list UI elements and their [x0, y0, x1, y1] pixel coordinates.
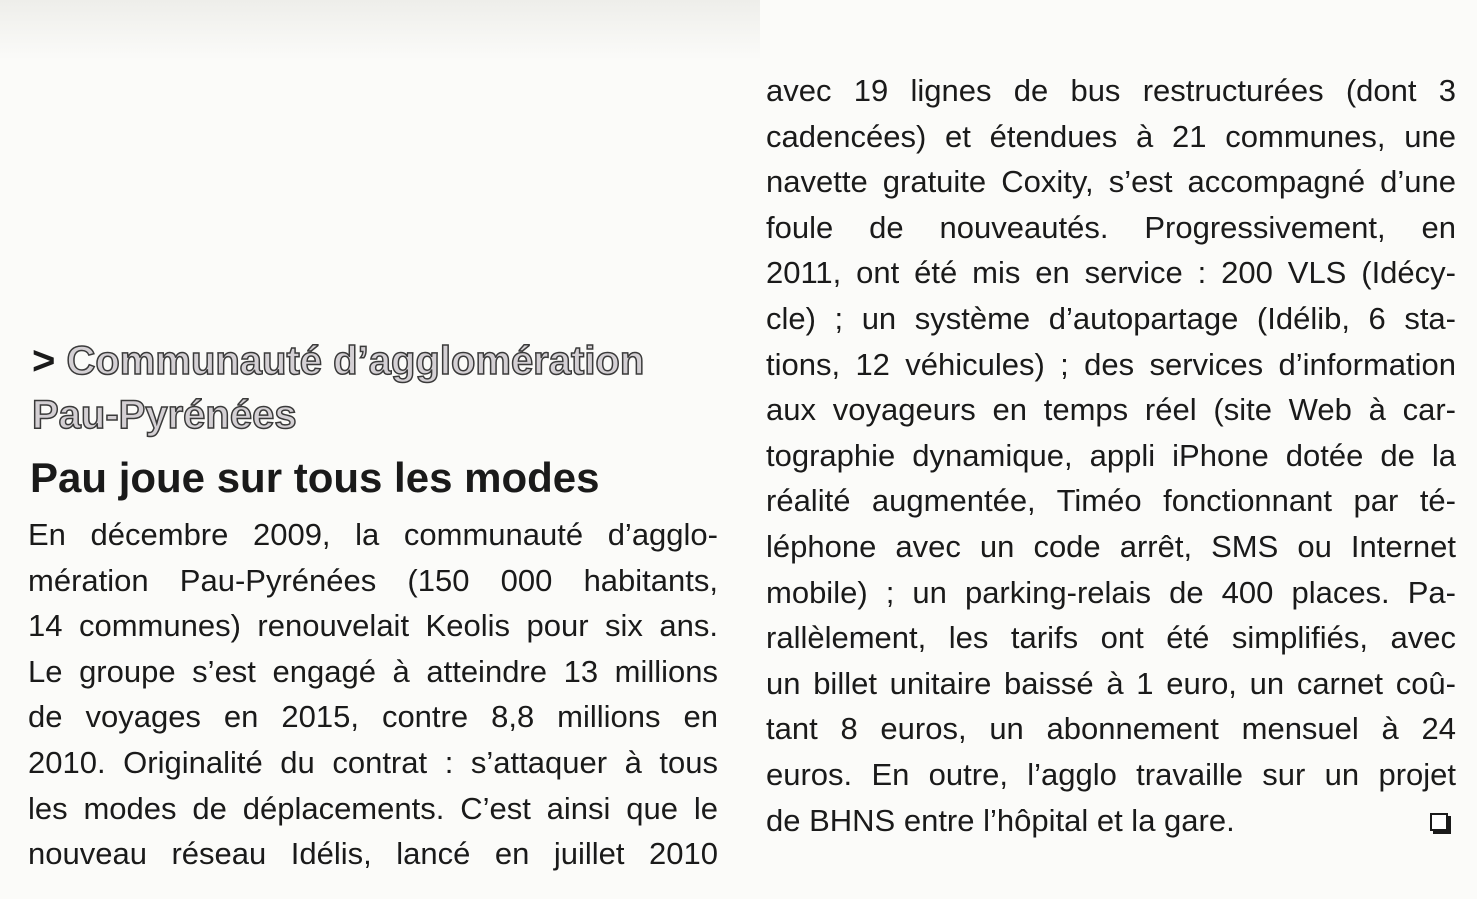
- right-line: euros. En outre, l’agglo travaille sur un projet: [766, 756, 1456, 792]
- kicker-arrow-icon: >: [32, 339, 56, 383]
- scan-shadow: [0, 0, 760, 60]
- right-line: navette gratuite Coxity, s’est accompagné d’une: [766, 164, 1456, 200]
- right-line: avec 19 lignes de bus restructurées (dont 3: [766, 73, 1456, 108]
- right-line: réalité augmentée, Timéo fonctionnant par té-: [766, 483, 1456, 519]
- left-line: nouveau réseau Idélis, lancé en juillet 2010: [28, 836, 718, 872]
- article-kicker: [32, 334, 732, 442]
- right-line: mobile) ; un parking-relais de 400 places. Pa-: [766, 574, 1456, 610]
- left-line: mération Pau-Pyrénées (150 000 habitants,: [28, 562, 718, 598]
- left-line: de voyages en 2015, contre 8,8 millions en: [28, 699, 718, 735]
- right-line: rallèlement, les tarifs ont été simplifiés, avec: [766, 620, 1456, 656]
- right-line: aux voyageurs en temps réel (site Web à car-: [766, 392, 1456, 428]
- left-line: En décembre 2009, la communauté d’agglo-: [28, 517, 718, 552]
- left-line: Le groupe s’est engagé à atteindre 13 millions: [28, 653, 718, 689]
- end-of-article-square-icon: [1430, 813, 1448, 831]
- right-line: 2011, ont été mis en service : 200 VLS (Idécy-: [766, 255, 1456, 291]
- final-line-row: [766, 798, 1456, 844]
- right-line: tions, 12 véhicules) ; des services d’information: [766, 346, 1456, 382]
- left-line: 2010. Originalité du contrat : s’attaquer à tous: [28, 744, 718, 780]
- right-line: cle) ; un système d’autopartage (Idélib, 6 sta-: [766, 300, 1456, 336]
- right-line: un billet unitaire baissé à 1 euro, un carnet coû-: [766, 665, 1456, 701]
- right-line: léphone avec un code arrêt, SMS ou Internet: [766, 528, 1456, 564]
- article-headline: Pau joue sur tous les modes: [30, 454, 600, 501]
- kicker-line-2: Pau-Pyrénées: [32, 393, 297, 437]
- right-line: tant 8 euros, un abonnement mensuel à 24: [766, 711, 1456, 747]
- left-line: 14 communes) renouvelait Keolis pour six ans.: [28, 608, 718, 644]
- right-line: foule de nouveautés. Progressivement, en: [766, 209, 1456, 245]
- right-last-line: de BHNS entre l’hôpital et la gare.: [766, 802, 1235, 838]
- right-column: [766, 68, 1456, 843]
- right-line: tographie dynamique, appli iPhone dotée de la: [766, 437, 1456, 473]
- kicker-line-1: Communauté d’agglomération: [66, 339, 645, 383]
- left-line: les modes de déplacements. C’est ainsi que le: [28, 790, 718, 826]
- right-line: cadencées) et étendues à 21 communes, une: [766, 118, 1456, 154]
- left-column: [28, 512, 718, 877]
